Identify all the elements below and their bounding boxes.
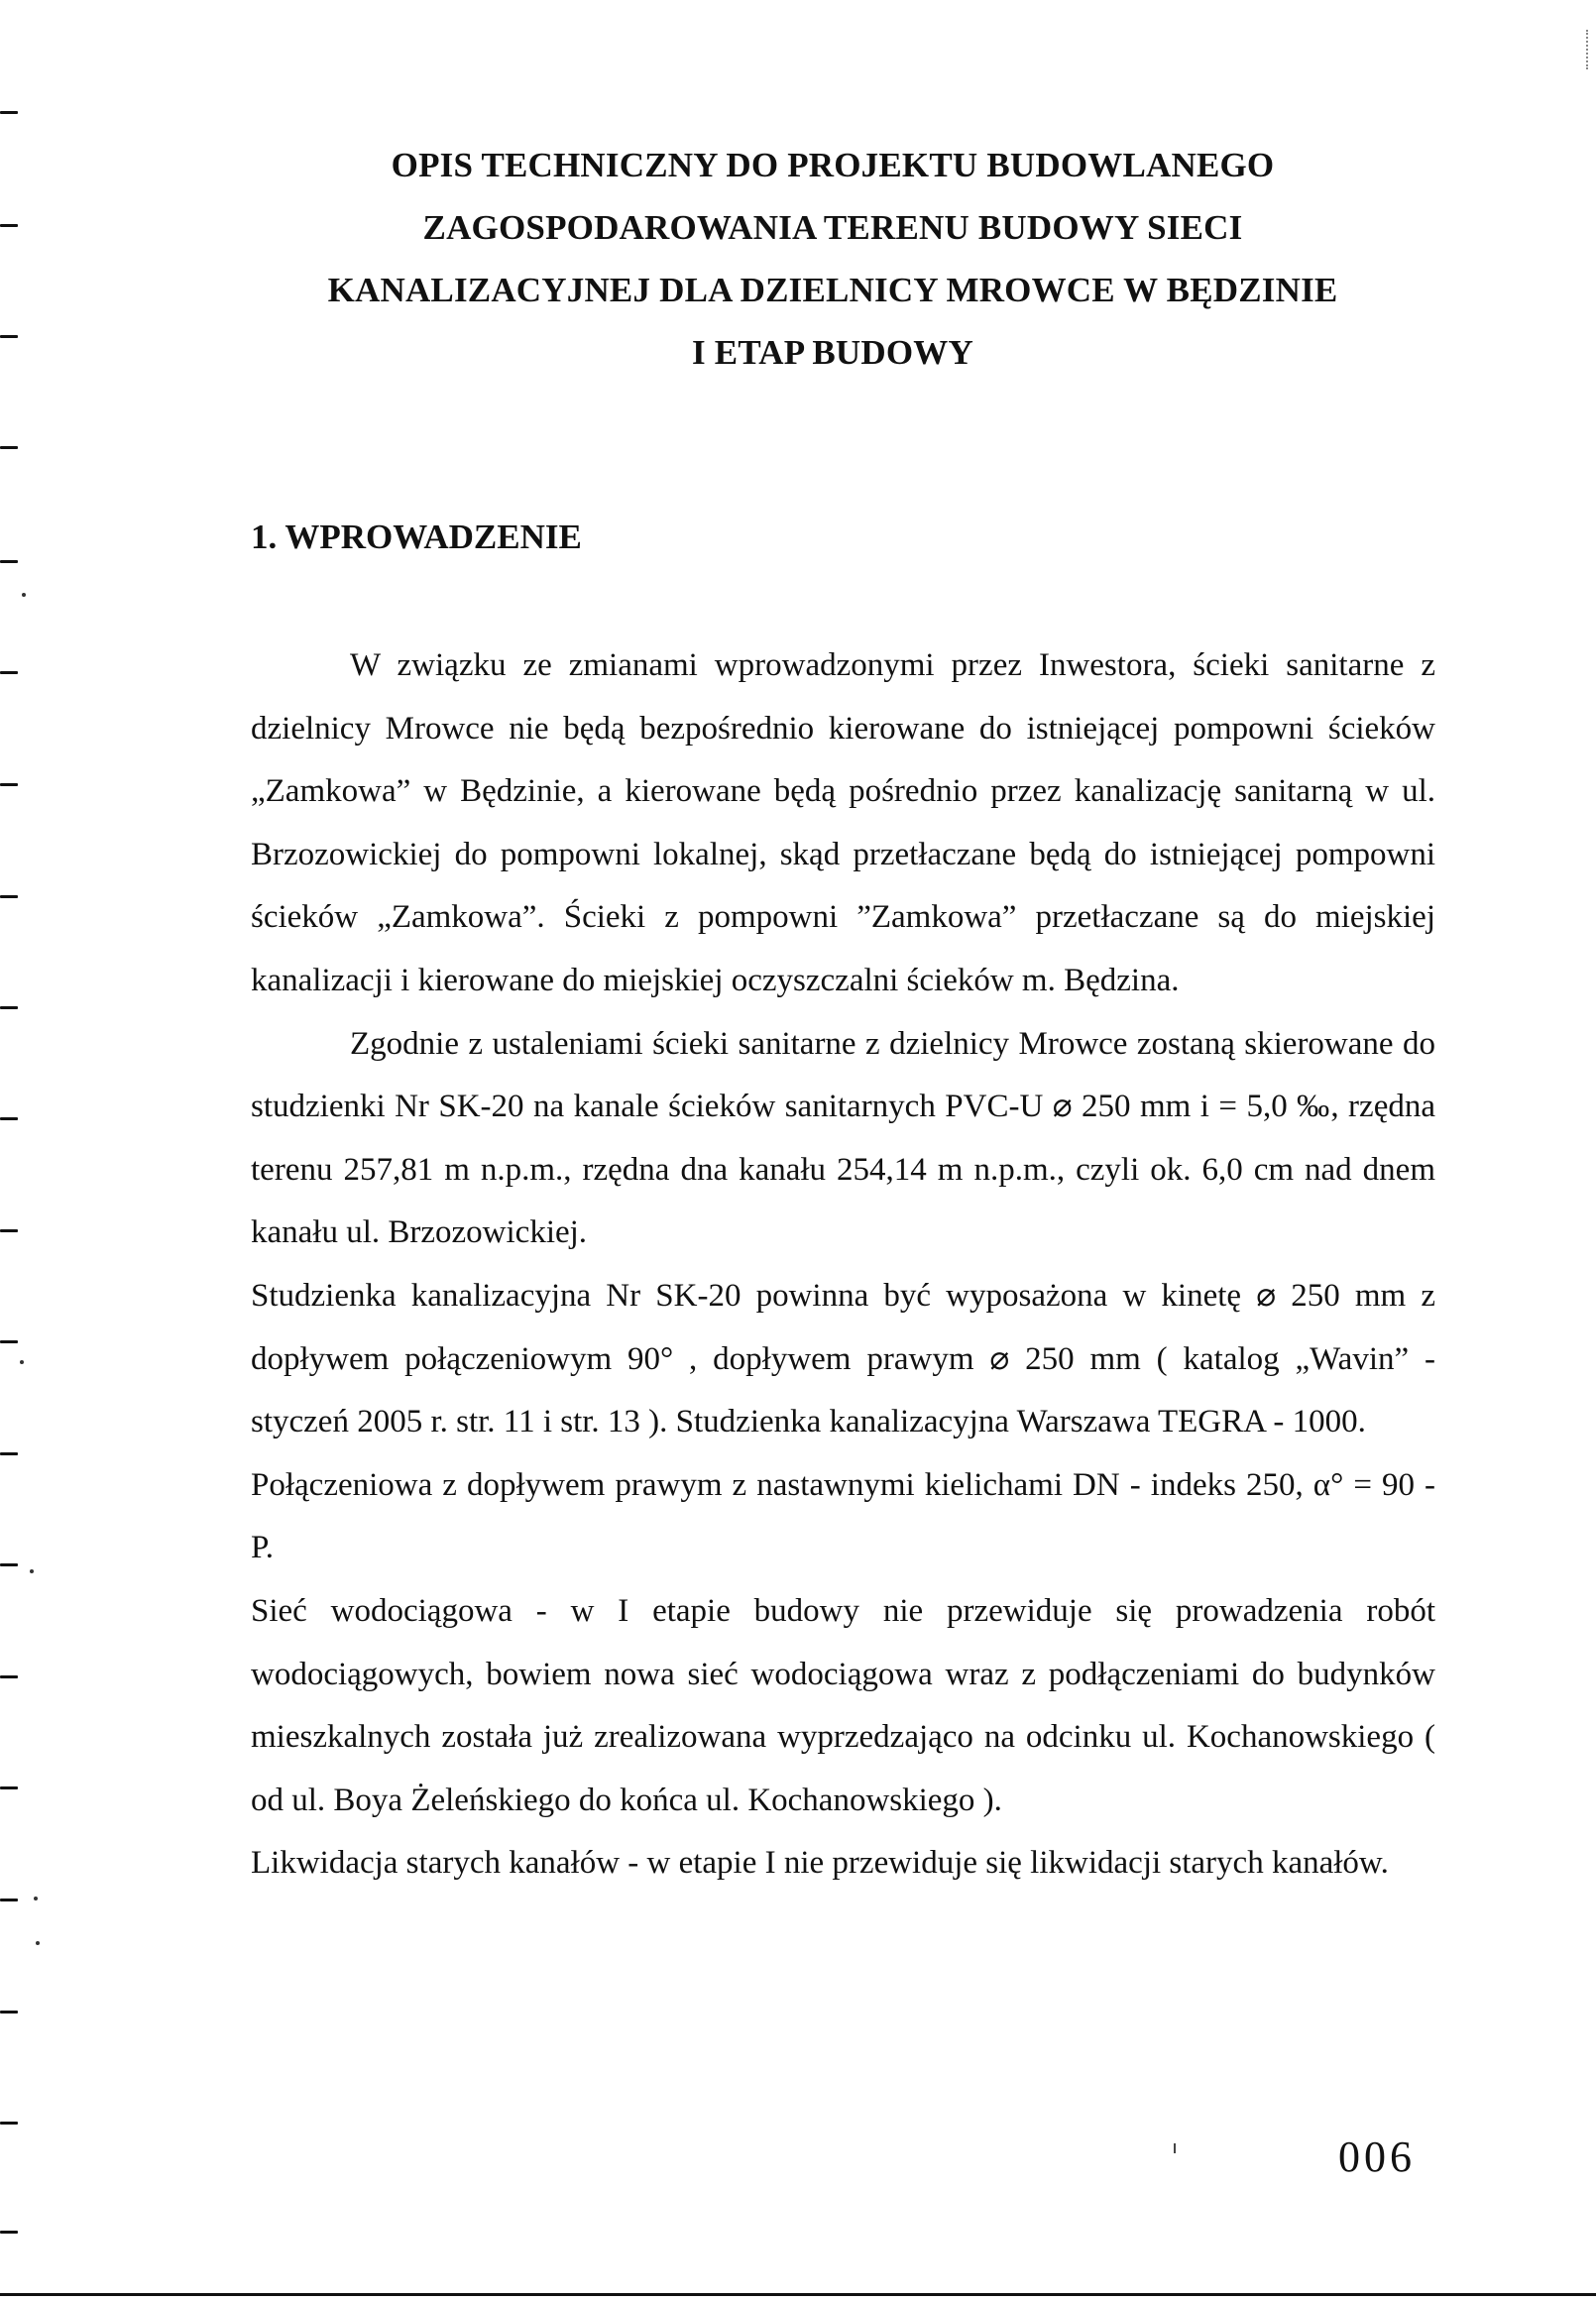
scan-bottom-edge (0, 2293, 1596, 2296)
paragraph: W związku ze zmianami wprowadzonymi przez Inwestora, ścieki sanitarne z dzielnicy Mrowce nie będą bezpośrednio kierowane do istniejącej pompowni ścieków „Zamkowa” w Będzinie, a kierowane będą pośrednio przez kanalizację sanitarną w ul. Brzozowickiej do pompowni lokalnej, skąd przetłaczane będą do istniejącej pompowni ścieków „Zamkowa”. Ścieki z pompowni ”Zamkowa” przetłaczane są do miejskiej kanalizacji i kierowane do miejskiej oczyszczalni ścieków m. Będzina. (251, 647, 1435, 998)
binding-tick (0, 2231, 18, 2234)
binding-tick (0, 2122, 18, 2125)
body-text (251, 634, 1435, 1896)
paragraph: Sieć wodociągowa - w I etapie budowy nie przewiduje się prowadzenia robót wodociągowych, bowiem nowa sieć wodociągowa wraz z podłączeniami do budynków mieszkalnych została już zrealizowana wyprzedzająco na odcinku ul. Kochanowskiego ( od ul. Boya Żeleńskiego do końca ul. Kochanowskiego ). (251, 1592, 1435, 1818)
binding-tick (0, 1117, 18, 1120)
binding-tick (0, 335, 18, 338)
binding-tick (0, 446, 18, 449)
binding-tick (0, 2011, 18, 2014)
binding-tick (0, 1675, 18, 1678)
binding-tick (0, 783, 18, 786)
paragraph: Likwidacja starych kanałów - w etapie I nie przewiduje się likwidacji starych kanałów. (251, 1845, 1389, 1882)
paragraph: Połączeniowa z dopływem prawym z nastawnymi kielichami DN - indeks 250, α° = 90 - P. (251, 1466, 1435, 1566)
binding-tick (0, 671, 18, 674)
scan-speck (22, 593, 26, 597)
page-number: 006 (1338, 2132, 1416, 2181)
binding-tick (0, 224, 18, 227)
binding-tick (0, 1229, 18, 1232)
title-line: KANALIZACYJNEJ DLA DZIELNICY MROWCE W BĘDZINIE (327, 271, 1338, 309)
title-line: OPIS TECHNICZNY DO PROJEKTU BUDOWLANEGO (391, 146, 1275, 184)
scan-speck (36, 1941, 40, 1945)
binding-tick (0, 1452, 18, 1455)
scan-speck (20, 1360, 24, 1364)
scan-speck (34, 1897, 38, 1900)
binding-tick (0, 1563, 18, 1566)
binding-tick (0, 1899, 18, 1901)
paragraph: Zgodnie z ustaleniami ścieki sanitarne z dzielnicy Mrowce zostaną skierowane do studzienki Nr SK-20 na kanale ścieków sanitarnych PVC-U ⌀ 250 mm i = 5,0 ‰, rzędna terenu 257,81 m n.p.m., rzędna dna kanału 254,14 m n.p.m., czyli ok. 6,0 cm nad dnem kanału ul. Brzozowickiej. (251, 1025, 1435, 1251)
binding-tick (0, 1006, 18, 1009)
binding-tick (0, 1340, 18, 1343)
binding-tick (0, 895, 18, 898)
paragraph: Studzienka kanalizacyjna Nr SK-20 powinna być wyposażona w kinetę ⌀ 250 mm z dopływem połączeniowym 90° , dopływem prawym ⌀ 250 mm ( katalog „Wavin” - styczeń 2005 r. str. 11 i str. 13 ). Studzienka kanalizacyjna Warszawa TEGRA - 1000. (251, 1277, 1435, 1440)
document-title (238, 134, 1427, 384)
binding-tick (0, 111, 18, 114)
scan-speck (1174, 2143, 1176, 2153)
scan-speck (30, 1569, 34, 1573)
section-heading: 1. WPROWADZENIE (251, 518, 582, 556)
scan-edge-mark (1586, 30, 1590, 69)
title-line: ZAGOSPODAROWANIA TERENU BUDOWY SIECI (422, 208, 1243, 247)
title-line: I ETAP BUDOWY (692, 333, 973, 372)
binding-tick (0, 560, 18, 563)
binding-tick (0, 1786, 18, 1789)
